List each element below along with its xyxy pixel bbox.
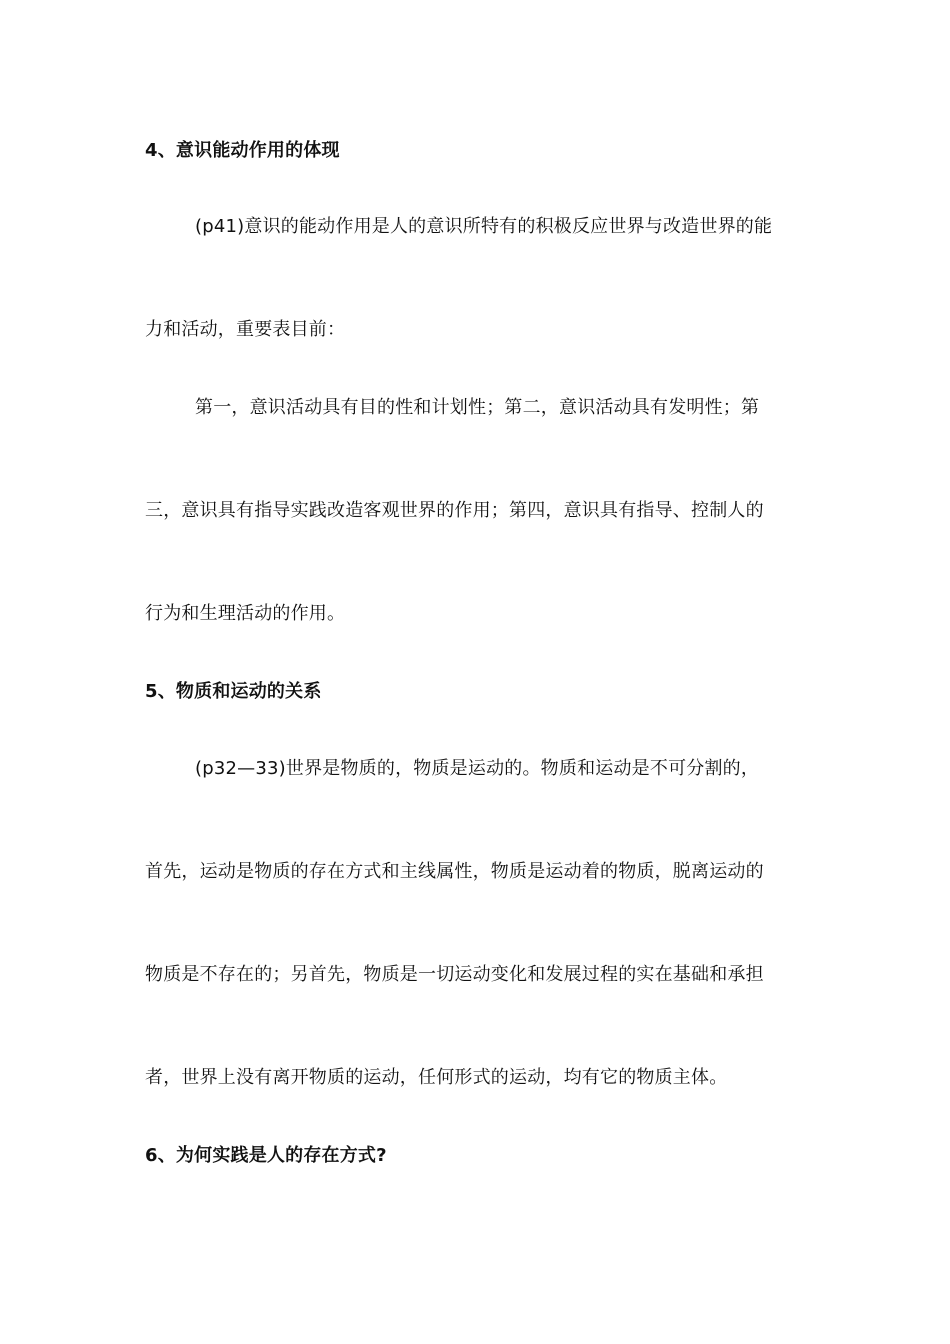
paragraph-line: 者，世界上没有离开物质的运动，任何形式的运动，均有它的物质主体。 <box>145 1067 728 1088</box>
paragraph-line: 行为和生理活动的作用。 <box>145 603 346 624</box>
paragraph-line: 第一，意识活动具有目的性和计划性；第二，意识活动具有发明性；第 <box>195 397 760 418</box>
paragraph-line: 物质是不存在的；另首先，物质是一切运动变化和发展过程的实在基础和承担 <box>145 964 764 985</box>
section-heading-5: 5、物质和运动的关系 <box>145 681 322 702</box>
paragraph-line: 三，意识具有指导实践改造客观世界的作用；第四，意识具有指导、控制人的 <box>145 500 764 521</box>
section-heading-4: 4、意识能动作用的体现 <box>145 140 340 161</box>
paragraph-line: 力和活动，重要表目前： <box>145 319 346 340</box>
paragraph-line: (p32—33)世界是物质的，物质是运动的。物质和运动是不可分割的， <box>195 758 760 779</box>
paragraph-line: 首先，运动是物质的存在方式和主线属性，物质是运动着的物质，脱离运动的 <box>145 861 764 882</box>
paragraph-line: (p41)意识的能动作用是人的意识所特有的积极反应世界与改造世界的能 <box>195 216 773 237</box>
section-heading-6: 6、为何实践是人的存在方式? <box>145 1145 387 1166</box>
